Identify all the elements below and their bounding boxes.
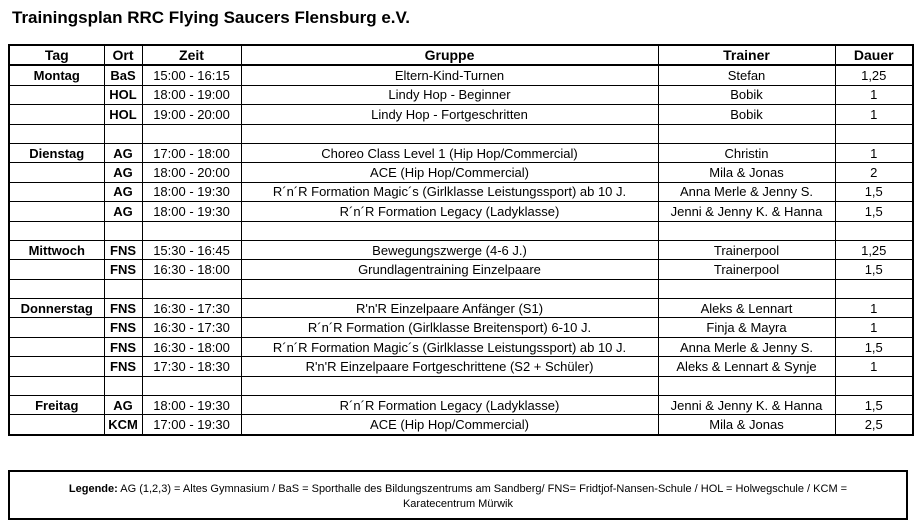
cell-zeit: 17:30 - 18:30	[142, 357, 241, 376]
cell-dauer	[835, 376, 913, 395]
cell-trainer: Aleks & Lennart & Synje	[658, 357, 835, 376]
cell-gruppe	[241, 279, 658, 298]
column-header-tag: Tag	[9, 45, 104, 65]
cell-ort: HOL	[104, 85, 142, 104]
cell-tag: Montag	[9, 65, 104, 85]
cell-tag	[9, 376, 104, 395]
cell-tag	[9, 279, 104, 298]
cell-ort	[104, 124, 142, 143]
table-row	[9, 376, 913, 395]
cell-ort: FNS	[104, 260, 142, 279]
cell-ort: KCM	[104, 415, 142, 435]
cell-tag	[9, 163, 104, 182]
legend-label: Legende:	[68, 483, 118, 495]
cell-trainer: Bobik	[658, 85, 835, 104]
table-row	[9, 357, 913, 376]
cell-tag	[9, 357, 104, 376]
cell-dauer: 1,5	[835, 337, 913, 356]
cell-zeit: 18:00 - 19:30	[142, 396, 241, 415]
cell-ort: FNS	[104, 299, 142, 318]
cell-gruppe	[241, 221, 658, 240]
cell-trainer: Anna Merle & Jenny S.	[658, 337, 835, 356]
cell-gruppe: Choreo Class Level 1 (Hip Hop/Commercial)	[241, 143, 658, 162]
cell-zeit: 19:00 - 20:00	[142, 105, 241, 124]
cell-zeit	[142, 221, 241, 240]
cell-ort: HOL	[104, 105, 142, 124]
legend-text-line1: AG (1,2,3) = Altes Gymnasium / BaS = Sporthalle des Bildungszentrums am Sandberg/ FNS= Fridtjof-Nansen-Schule / HOL = Holwegschule / KCM =	[117, 483, 848, 495]
cell-trainer: Jenni & Jenny K. & Hanna	[658, 202, 835, 221]
cell-zeit	[142, 376, 241, 395]
cell-tag: Dienstag	[9, 143, 104, 162]
cell-trainer	[658, 279, 835, 298]
cell-trainer: Finja & Mayra	[658, 318, 835, 337]
cell-zeit: 16:30 - 17:30	[142, 299, 241, 318]
cell-zeit: 15:00 - 16:15	[142, 65, 241, 85]
cell-tag	[9, 105, 104, 124]
cell-ort	[104, 221, 142, 240]
cell-trainer: Stefan	[658, 65, 835, 85]
cell-dauer	[835, 124, 913, 143]
cell-tag	[9, 318, 104, 337]
cell-gruppe: R´n´R Formation (Girlklasse Breitensport) 6-10 J.	[241, 318, 658, 337]
table-row	[9, 260, 913, 279]
cell-gruppe: R´n´R Formation Legacy (Ladyklasse)	[241, 396, 658, 415]
cell-ort: AG	[104, 182, 142, 201]
cell-zeit: 16:30 - 18:00	[142, 260, 241, 279]
column-header-ort: Ort	[104, 45, 142, 65]
column-header-trainer: Trainer	[658, 45, 835, 65]
column-header-dauer: Dauer	[835, 45, 913, 65]
table-row	[9, 143, 913, 162]
cell-ort: FNS	[104, 318, 142, 337]
table-row	[9, 105, 913, 124]
table-row	[9, 318, 913, 337]
cell-dauer: 1,5	[835, 182, 913, 201]
cell-tag: Freitag	[9, 396, 104, 415]
cell-zeit: 18:00 - 20:00	[142, 163, 241, 182]
table-row	[9, 415, 913, 435]
cell-gruppe: Eltern-Kind-Turnen	[241, 65, 658, 85]
cell-trainer	[658, 376, 835, 395]
column-header-gruppe: Gruppe	[241, 45, 658, 65]
cell-ort: AG	[104, 202, 142, 221]
cell-trainer: Aleks & Lennart	[658, 299, 835, 318]
cell-zeit: 16:30 - 18:00	[142, 337, 241, 356]
cell-dauer: 1	[835, 318, 913, 337]
cell-zeit: 18:00 - 19:30	[142, 202, 241, 221]
cell-dauer: 1,5	[835, 260, 913, 279]
cell-tag	[9, 260, 104, 279]
cell-dauer: 1,25	[835, 65, 913, 85]
cell-dauer	[835, 279, 913, 298]
cell-dauer: 1	[835, 143, 913, 162]
cell-gruppe: R'n'R Einzelpaare Anfänger (S1)	[241, 299, 658, 318]
legend-text-line2: Karatecentrum Mürwik	[402, 498, 514, 510]
cell-trainer	[658, 221, 835, 240]
cell-gruppe	[241, 124, 658, 143]
cell-ort: AG	[104, 143, 142, 162]
cell-trainer: Anna Merle & Jenny S.	[658, 182, 835, 201]
table-row	[9, 163, 913, 182]
cell-gruppe: Lindy Hop - Beginner	[241, 85, 658, 104]
cell-trainer: Christin	[658, 143, 835, 162]
table-row	[9, 202, 913, 221]
table-row	[9, 299, 913, 318]
cell-ort: FNS	[104, 240, 142, 259]
cell-ort: BaS	[104, 65, 142, 85]
page-title: Trainingsplan RRC Flying Saucers Flensburg e.V.	[12, 8, 411, 27]
cell-gruppe: R´n´R Formation Magic´s (Girlklasse Leistungssport) ab 10 J.	[241, 337, 658, 356]
cell-tag	[9, 85, 104, 104]
cell-ort	[104, 376, 142, 395]
cell-dauer: 2,5	[835, 415, 913, 435]
cell-ort: AG	[104, 163, 142, 182]
legend-box	[8, 470, 908, 520]
cell-dauer: 1	[835, 85, 913, 104]
cell-dauer: 1	[835, 357, 913, 376]
cell-ort: FNS	[104, 337, 142, 356]
cell-zeit: 17:00 - 19:30	[142, 415, 241, 435]
cell-gruppe: R'n'R Einzelpaare Fortgeschrittene (S2 + Schüler)	[241, 357, 658, 376]
table-row	[9, 85, 913, 104]
table-header-row	[9, 45, 913, 65]
cell-dauer: 1,5	[835, 202, 913, 221]
table-row	[9, 182, 913, 201]
cell-trainer: Trainerpool	[658, 260, 835, 279]
cell-trainer: Bobik	[658, 105, 835, 124]
cell-gruppe: Grundlagentraining Einzelpaare	[241, 260, 658, 279]
cell-gruppe: ACE (Hip Hop/Commercial)	[241, 415, 658, 435]
cell-trainer: Mila & Jonas	[658, 415, 835, 435]
cell-dauer: 2	[835, 163, 913, 182]
column-header-zeit: Zeit	[142, 45, 241, 65]
table-row	[9, 65, 913, 85]
cell-ort: FNS	[104, 357, 142, 376]
cell-gruppe: ACE (Hip Hop/Commercial)	[241, 163, 658, 182]
cell-ort	[104, 279, 142, 298]
cell-dauer: 1	[835, 299, 913, 318]
table-row	[9, 124, 913, 143]
training-schedule-table	[8, 44, 914, 436]
cell-zeit	[142, 124, 241, 143]
cell-trainer: Trainerpool	[658, 240, 835, 259]
table-row	[9, 279, 913, 298]
cell-gruppe: Lindy Hop - Fortgeschritten	[241, 105, 658, 124]
cell-gruppe: Bewegungszwerge (4-6 J.)	[241, 240, 658, 259]
cell-tag	[9, 221, 104, 240]
cell-trainer: Mila & Jonas	[658, 163, 835, 182]
cell-zeit: 15:30 - 16:45	[142, 240, 241, 259]
cell-tag	[9, 415, 104, 435]
cell-zeit: 18:00 - 19:30	[142, 182, 241, 201]
cell-zeit	[142, 279, 241, 298]
cell-trainer: Jenni & Jenny K. & Hanna	[658, 396, 835, 415]
cell-trainer	[658, 124, 835, 143]
table-row	[9, 396, 913, 415]
cell-dauer	[835, 221, 913, 240]
cell-tag	[9, 124, 104, 143]
cell-tag	[9, 182, 104, 201]
table-row	[9, 337, 913, 356]
cell-tag: Donnerstag	[9, 299, 104, 318]
cell-gruppe: R´n´R Formation Legacy (Ladyklasse)	[241, 202, 658, 221]
cell-zeit: 16:30 - 17:30	[142, 318, 241, 337]
cell-dauer: 1,5	[835, 396, 913, 415]
cell-tag	[9, 337, 104, 356]
cell-tag: Mittwoch	[9, 240, 104, 259]
cell-gruppe	[241, 376, 658, 395]
cell-ort: AG	[104, 396, 142, 415]
cell-zeit: 18:00 - 19:00	[142, 85, 241, 104]
table-row	[9, 240, 913, 259]
cell-dauer: 1	[835, 105, 913, 124]
cell-zeit: 17:00 - 18:00	[142, 143, 241, 162]
cell-gruppe: R´n´R Formation Magic´s (Girlklasse Leistungssport) ab 10 J.	[241, 182, 658, 201]
cell-tag	[9, 202, 104, 221]
cell-dauer: 1,25	[835, 240, 913, 259]
table-row	[9, 221, 913, 240]
